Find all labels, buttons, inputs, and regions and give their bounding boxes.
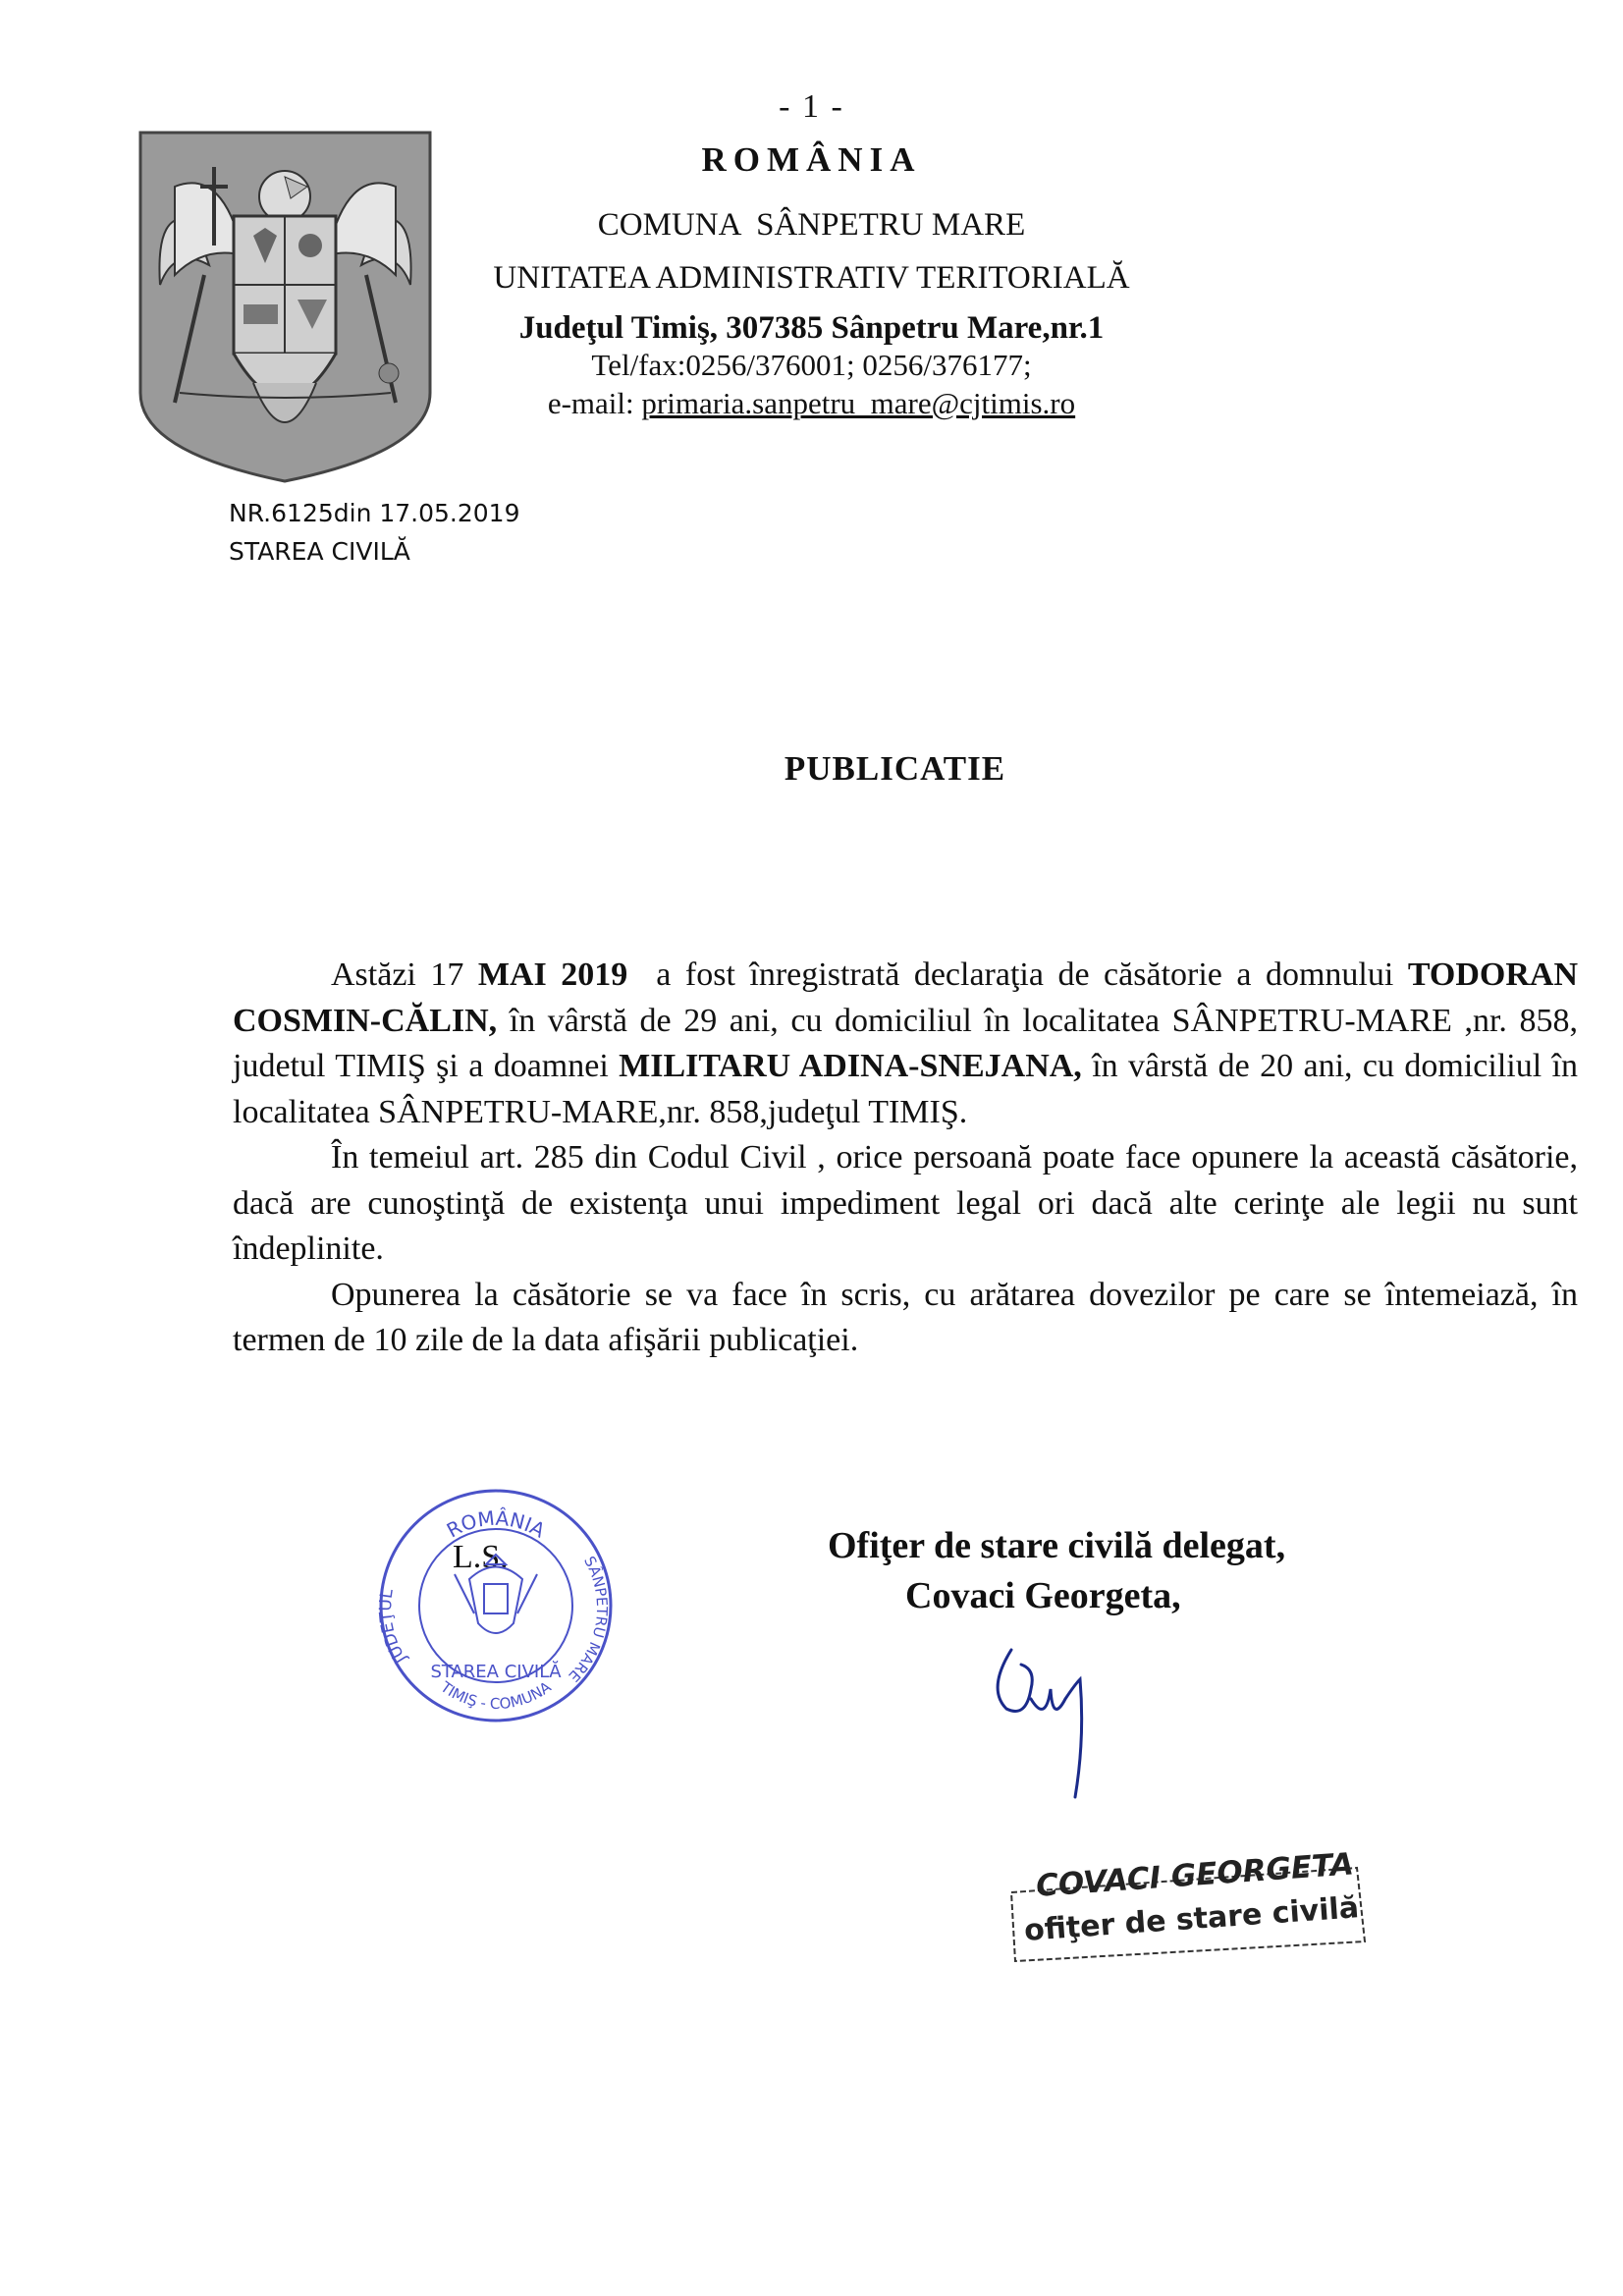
date-day: 17	[430, 957, 478, 993]
romania-coat-of-arms-icon	[135, 128, 435, 486]
reference-number: NR.6125din 17.05.2019	[229, 499, 520, 527]
phone-line: Tel/fax:0256/376001; 0256/376177;	[591, 348, 1032, 382]
official-seal	[376, 1486, 617, 1726]
address-line: Judeţul Timiş, 307385 Sânpetru Mare,nr.1	[518, 310, 1105, 346]
email-link[interactable]: primaria.sanpetru_mare@cjtimis.ro	[641, 386, 1076, 420]
seal-ring-left: JUDEŢUL	[376, 1587, 411, 1667]
department-label: STAREA CIVILĂ	[229, 537, 410, 566]
commune-heading: COMUNA SÂNPETRU MARE	[597, 207, 1026, 243]
groom-name: TODORAN COSMIN-CĂLIN,	[233, 957, 1578, 1039]
document-title: PUBLICATIE	[784, 749, 1006, 788]
paragraph-legal-basis: În temeiul art. 285 din Codul Civil , orice persoană poate face opunere la această căsătorie, dacă are cunoştinţă de existenţa unui impediment legal ori dacă alte cerinţe ale legii nu sunt îndeplinite.	[233, 1139, 1578, 1267]
text-span: a fost înregistrată declaraţia de căsătorie a domnului	[627, 957, 1408, 993]
text-span: Astăzi	[331, 957, 431, 993]
seal-center-text: STAREA CIVILĂ	[430, 1662, 562, 1682]
text-span: în vârstă de 20 ani, cu domiciliul în localitatea SÂNPETRU-MARE,nr. 858,judeţul TIMIŞ.	[233, 1048, 1578, 1130]
handwritten-signature-icon	[982, 1630, 1129, 1802]
uat-heading: UNITATEA ADMINISTRATIV TERITORIALĂ	[493, 260, 1130, 296]
page-number: - 1 -	[779, 88, 844, 125]
seal-ring-top: ROMÂNIA	[442, 1505, 550, 1543]
bride-name: MILITARU ADINA-SNEJANA,	[619, 1048, 1082, 1084]
date-month-year: MAI 2019	[477, 957, 628, 993]
stamp-name: COVACI GEORGETA	[1035, 1846, 1355, 1904]
country-heading: ROMÂNIA	[701, 140, 922, 179]
name-stamp	[1003, 1846, 1372, 1971]
text-span: în vârstă de 29 ani, cu domiciliul în localitatea SÂNPETRU-MARE ,nr. 858, judetul TIMIŞ şi a doamnei	[233, 1002, 1578, 1084]
signatory-name: Covaci Georgeta,	[905, 1575, 1181, 1616]
stamp-role: ofiţer de stare civilă	[1023, 1890, 1361, 1948]
seal-ring-bottom: TIMIŞ - COMUNA	[437, 1677, 555, 1714]
signatory-title: Ofiţer de stare civilă delegat,	[828, 1525, 1286, 1566]
paragraph-declaration	[233, 953, 1578, 1135]
seal-ls: L.S.	[453, 1539, 509, 1575]
paragraph-opposition: Opunerea la căsătorie se va face în scris, cu arătarea dovezilor pe care se întemeiază, în termen de 10 zile de la data afişării publicaţiei.	[233, 1276, 1578, 1358]
seal-ring-right: SÂNPETRU MARE	[565, 1553, 612, 1686]
email-label: e-mail:	[547, 386, 634, 420]
publication-body	[233, 953, 1578, 1364]
